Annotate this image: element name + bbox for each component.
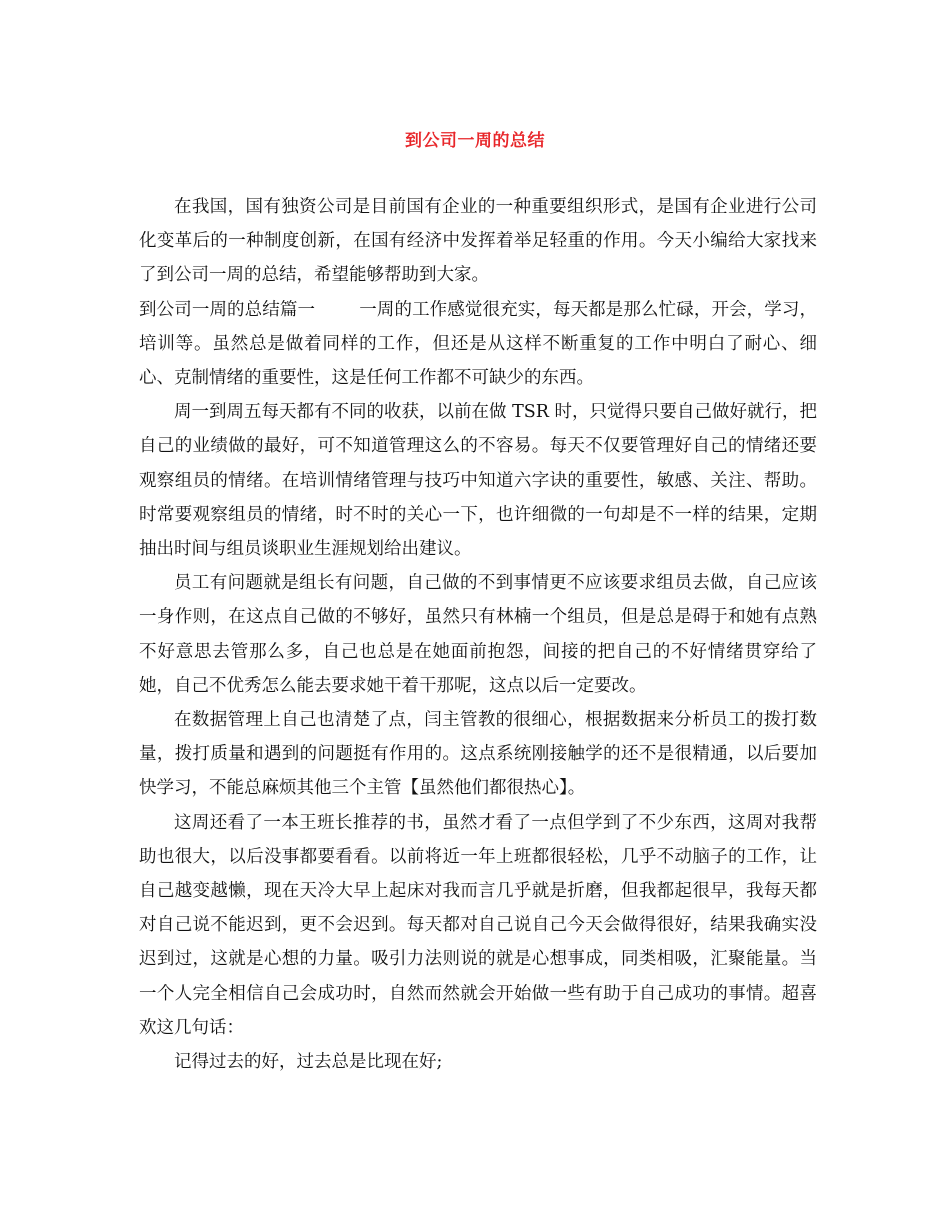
- body-paragraph: 这周还看了一本王班长推荐的书，虽然才看了一点但学到了不少东西，这周对我帮助也很大，以后没事都要看看。以前将近一年上班都很轻松，几乎不动脑子的工作，让自己越变越懒，现在天冷大早上起床对我而言几乎就是折磨，但我都起很早，我每天都对自己说不能迟到，更不会迟到。每天都对自己说自己今天会做得很好，结果我确实没迟到过，这就是心想的力量。吸引力法则说的就是心想事成，同类相吸，汇聚能量。当一个人完全相信自己会成功时，自然而然就会开始做一些有助于自己成功的事情。超喜欢这几句话：: [139, 812, 817, 1038]
- intro-paragraph: 在我国，国有独资公司是目前国有企业的一种重要组织形式，是国有企业进行公司化变革后的一种制度创新，在国有经济中发挥着举足轻重的作用。今天小编给大家找来了到公司一周的总结，希望能够帮助到大家。: [139, 197, 817, 286]
- body-paragraph: 在数据管理上自己也清楚了点，闫主管教的很细心，根据数据来分析员工的拨打数量，拨打质量和遇到的问题挺有作用的。这点系统刚接触学的还不是很精通，以后要加快学习，不能总麻烦其他三个主管【虽然他们都很热心】。: [139, 710, 817, 799]
- body-paragraph: 员工有问题就是组长有问题，自己做的不到事情更不应该要求组员去做，自己应该一身作则，在这点自己做的不够好，虽然只有林楠一个组员，但是总是碍于和她有点熟不好意思去管那么多，自己也总是在她面前抱怨，间接的把自己的不好情绪贯穿给了她，自己不优秀怎么能去要求她干着干那呢，这点以后一定要改。: [139, 573, 817, 696]
- section-first-text: 一周的工作感觉很充实，每天都是那么忙碌，开会，学习，培训等。虽然总是做着同样的工作，但还是从这样不断重复的工作中明白了耐心、细心、克制情绪的重要性，这是任何工作都不可缺少的东西。: [139, 299, 818, 389]
- body-paragraph: 周一到周五每天都有不同的收获，以前在做 TSR 时，只觉得只要自己做好就行，把自己的业绩做的最好，可不知道管理这么的不容易。每天不仅要管理好自己的情绪还要观察组员的情绪。在培训情绪管理与技巧中知道六字诀的重要性，敏感、关注、帮助。时常要观察组员的情绪，时不时的关心一下，也许细微的一句却是不一样的结果，定期抽出时间与组员谈职业生涯规划给出建议。: [139, 402, 817, 560]
- document-body: [139, 190, 817, 1079]
- section-heading: 到公司一周的总结篇一: [139, 299, 316, 320]
- body-paragraph: 记得过去的好，过去总是比现在好;: [174, 1052, 443, 1073]
- document-title: 到公司一周的总结: [405, 131, 545, 151]
- section-first-paragraph: [139, 293, 817, 396]
